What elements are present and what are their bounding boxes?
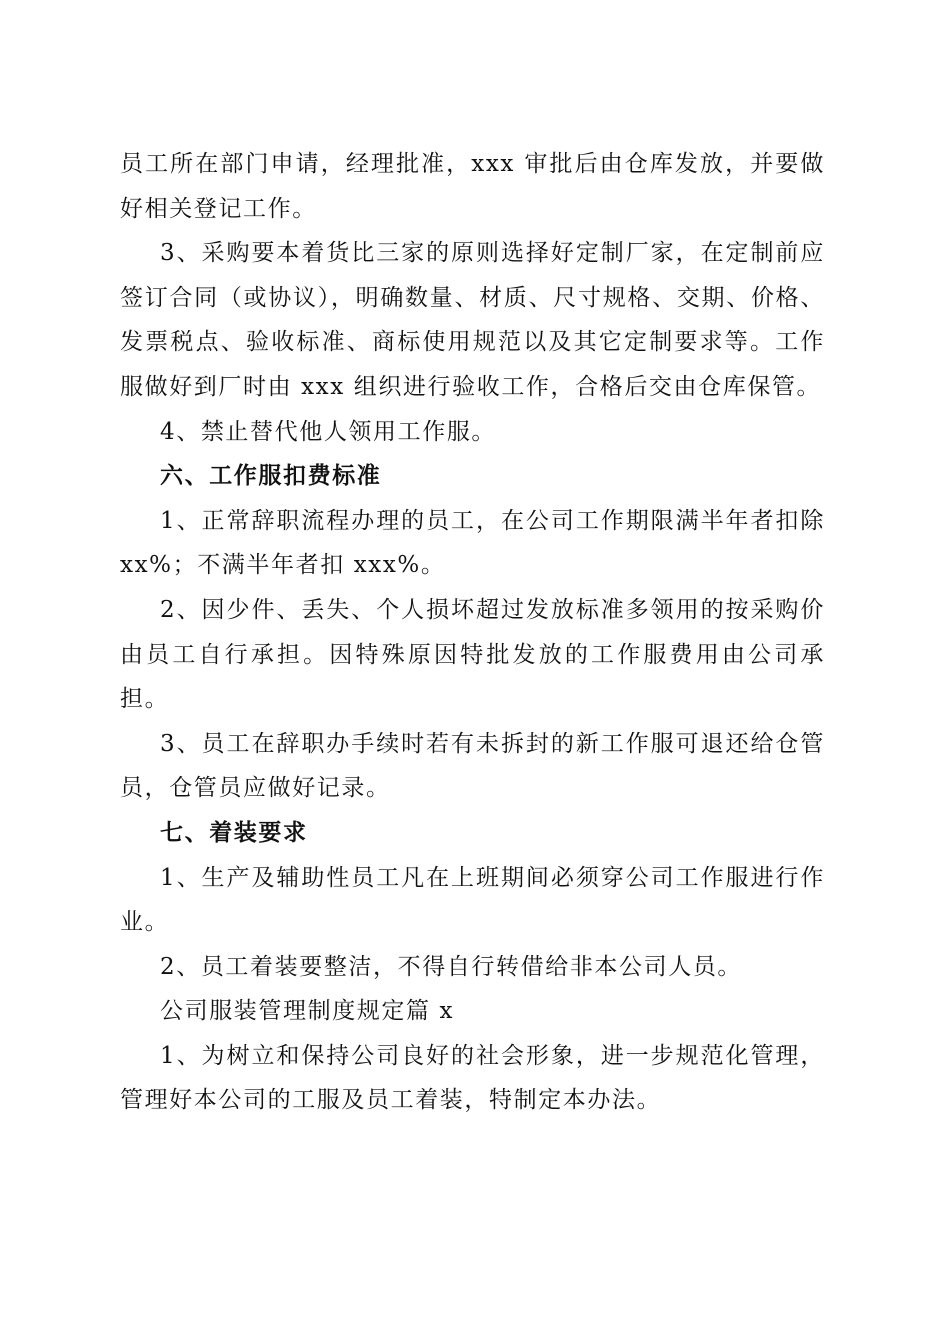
paragraph-continuation: 员工所在部门申请，经理批准，xxx 审批后由仓库发放，并要做好相关登记工作。 — [120, 151, 825, 222]
section-heading-7: 七、着装要求 — [160, 819, 308, 846]
paragraph-dress-1: 1、生产及辅助性员工凡在上班期间必须穿公司工作服进行作业。 — [120, 864, 825, 936]
paragraph-article-title: 公司服装管理制度规定篇 x — [160, 998, 455, 1025]
paragraph-dress-2: 2、员工着装要整洁，不得自行转借给非本公司人员。 — [160, 953, 743, 980]
paragraph-item-3-procurement: 3、采购要本着货比三家的原则选择好定制厂家，在定制前应签订合同（或协议），明确数量、材质、尺寸规格、交期、价格、发票税点、验收标准、商标使用规范以及其它定制要求等。工作服做好到厂时由 xxx 组织进行验收工作，合格后交由仓库保管。 — [120, 240, 825, 400]
paragraph-deduction-1: 1、正常辞职流程办理的员工，在公司工作期限满半年者扣除 xx%；不满半年者扣 xxx%。 — [120, 507, 825, 579]
section-heading-6: 六、工作服扣费标准 — [160, 463, 382, 490]
paragraph-item-4-no-substitute: 4、禁止替代他人领用工作服。 — [160, 418, 497, 445]
paragraph-deduction-2: 2、因少件、丢失、个人损坏超过发放标准多领用的按采购价由员工自行承担。因特殊原因特批发放的工作服费用由公司承担。 — [120, 596, 825, 713]
document-body — [120, 142, 825, 1123]
paragraph-deduction-3: 3、员工在辞职办手续时若有未拆封的新工作服可退还给仓管员，仓管员应做好记录。 — [120, 730, 825, 802]
paragraph-article-1: 1、为树立和保持公司良好的社会形象，进一步规范化管理，管理好本公司的工服及员工着装，特制定本办法。 — [120, 1042, 825, 1114]
